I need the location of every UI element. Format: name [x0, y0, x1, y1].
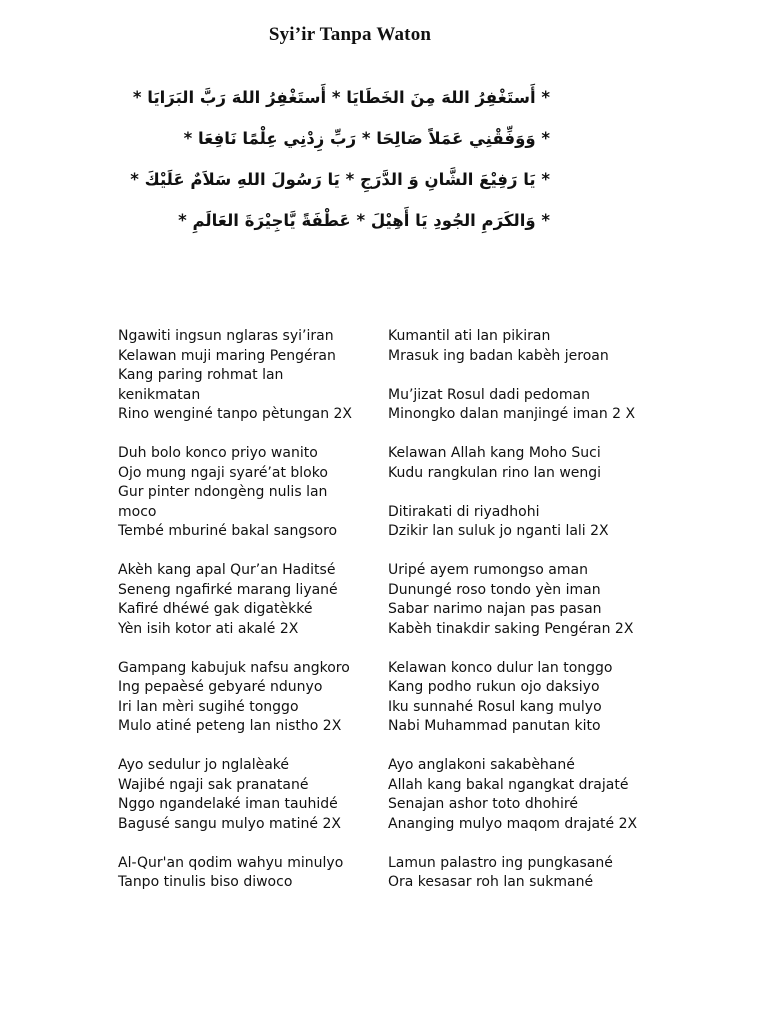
verse-line: Iri lan mèri sugihé tonggo [118, 698, 299, 715]
verse-line: Kudu rangkulan rino lan wengi [388, 464, 602, 481]
verse-line: Al-Qur'an qodim wahyu minulyo [118, 854, 344, 871]
verse-line: Ayo anglakoni sakabèhané [388, 757, 575, 773]
verse-line: Wajibé ngaji sak pranatané [118, 776, 309, 793]
stanza-2-left [118, 444, 380, 542]
poem-left-column [118, 327, 380, 912]
page-title: Syi’ir Tanpa Waton [268, 24, 432, 45]
arabic-verse-line: * وَالكَرَمِ الجُودِ يَا أَهِيْلَ * عَطْفَةً يَّاجِيْرَةَ العَالَمِ * [178, 211, 550, 230]
arabic-verse-line: * وَوَفِّقْنِي عَمَلاً صَالِحَا * رَبِّ زِدْنِي عِلْمًا نَافِعَا * [183, 129, 550, 148]
stanza-2-right [388, 444, 678, 542]
verse-line: Kelawan konco dulur lan tonggo [388, 659, 613, 676]
verse-line: Kang podho rukun ojo daksiyo [388, 679, 600, 695]
arabic-verse-block [120, 82, 550, 246]
verse-line: Kumantil ati lan pikiran [388, 328, 551, 344]
line-spacer [388, 483, 678, 503]
line-spacer [388, 366, 678, 386]
verse-line: Gampang kabujuk nafsu angkoro [118, 659, 350, 676]
verse-line: Allah kang bakal ngangkat drajaté [388, 776, 629, 793]
stanza-1-right [388, 327, 678, 425]
verse-line: Kabèh tinakdir saking Pengéran 2X [388, 620, 634, 637]
verse-line: Kelawan muji maring Pengéran [118, 347, 336, 364]
stanza-6-right [388, 854, 678, 893]
verse-line: Lamun palastro ing pungkasané [388, 854, 613, 871]
verse-line: Ojo mung ngaji syaré’at bloko [118, 464, 328, 481]
stanza-3-right [388, 561, 678, 639]
arabic-verse-line: * يَا رَفِيْعَ الشَّانِ وَ الدَّرَجِ * يَا رَسُولَ اللهِ سَلاَمٌ عَلَيْكَ * [130, 170, 550, 189]
verse-line: Akèh kang apal Qur’an Haditsé [118, 562, 336, 578]
verse-line: Ananging mulyo maqom drajaté 2X [388, 815, 638, 832]
verse-line: Tanpo tinulis biso diwoco [118, 874, 293, 890]
verse-line: Nggo ngandelaké iman tauhidé [118, 796, 338, 812]
verse-line: Senajan ashor toto dhohiré [388, 796, 578, 812]
stanza-4-left [118, 659, 380, 737]
verse-line: Ing pepaèsé gebyaré ndunyo [118, 679, 323, 695]
verse-line: Dunungé roso tondo yèn iman [388, 581, 601, 598]
arabic-verse-line: * أَستَغْفِرُ اللهَ مِنَ الخَطَايَا * أَستَغْفِرُ اللهَ رَبَّ البَرَايَا * [132, 88, 550, 107]
stanza-5-left [118, 756, 380, 834]
verse-line: Mulo atiné peteng lan nistho 2X [118, 718, 342, 734]
verse-line: Yèn isih kotor ati akalé 2X [118, 620, 299, 637]
verse-line: Kafiré dhéwé gak digatèkké [118, 601, 313, 617]
verse-line: Seneng ngafirké marang liyané [118, 581, 338, 598]
poem-right-column [388, 327, 678, 912]
verse-line: Uripé ayem rumongso aman [388, 562, 588, 578]
verse-line: Dzikir lan suluk jo nganti lali 2X [388, 523, 609, 539]
verse-line: Gur pinter ndongèng nulis lan moco [118, 484, 328, 520]
verse-line: Mu’jizat Rosul dadi pedoman [388, 386, 590, 403]
verse-line: Nabi Muhammad panutan kito [388, 718, 601, 734]
verse-line: Tembé mburiné bakal sangsoro [118, 523, 338, 539]
stanza-1-left [118, 327, 380, 425]
verse-line: Mrasuk ing badan kabèh jeroan [388, 347, 609, 364]
verse-line: Minongko dalan manjingé iman 2 X [388, 406, 636, 422]
verse-line: Ngawiti ingsun nglaras syi’iran [118, 328, 334, 344]
verse-line: Kelawan Allah kang Moho Suci [388, 445, 601, 461]
verse-line: Sabar narimo najan pas pasan [388, 601, 602, 617]
verse-line: Ditirakati di riyadhohi [388, 503, 540, 520]
verse-line: Duh bolo konco priyo wanito [118, 445, 318, 461]
verse-line: Bagusé sangu mulyo matiné 2X [118, 815, 341, 832]
verse-line: Ayo sedulur jo nglalèaké [118, 757, 290, 773]
verse-line: Iku sunnahé Rosul kang mulyo [388, 698, 602, 715]
stanza-6-left [118, 854, 380, 893]
stanza-5-right [388, 756, 678, 834]
verse-line: Kang paring rohmat lan kenikmatan [118, 367, 284, 403]
verse-line: Ora kesasar roh lan sukmané [388, 874, 594, 890]
stanza-4-right [388, 659, 678, 737]
verse-line: Rino wenginé tanpo pètungan 2X [118, 406, 353, 422]
stanza-3-left [118, 561, 380, 639]
